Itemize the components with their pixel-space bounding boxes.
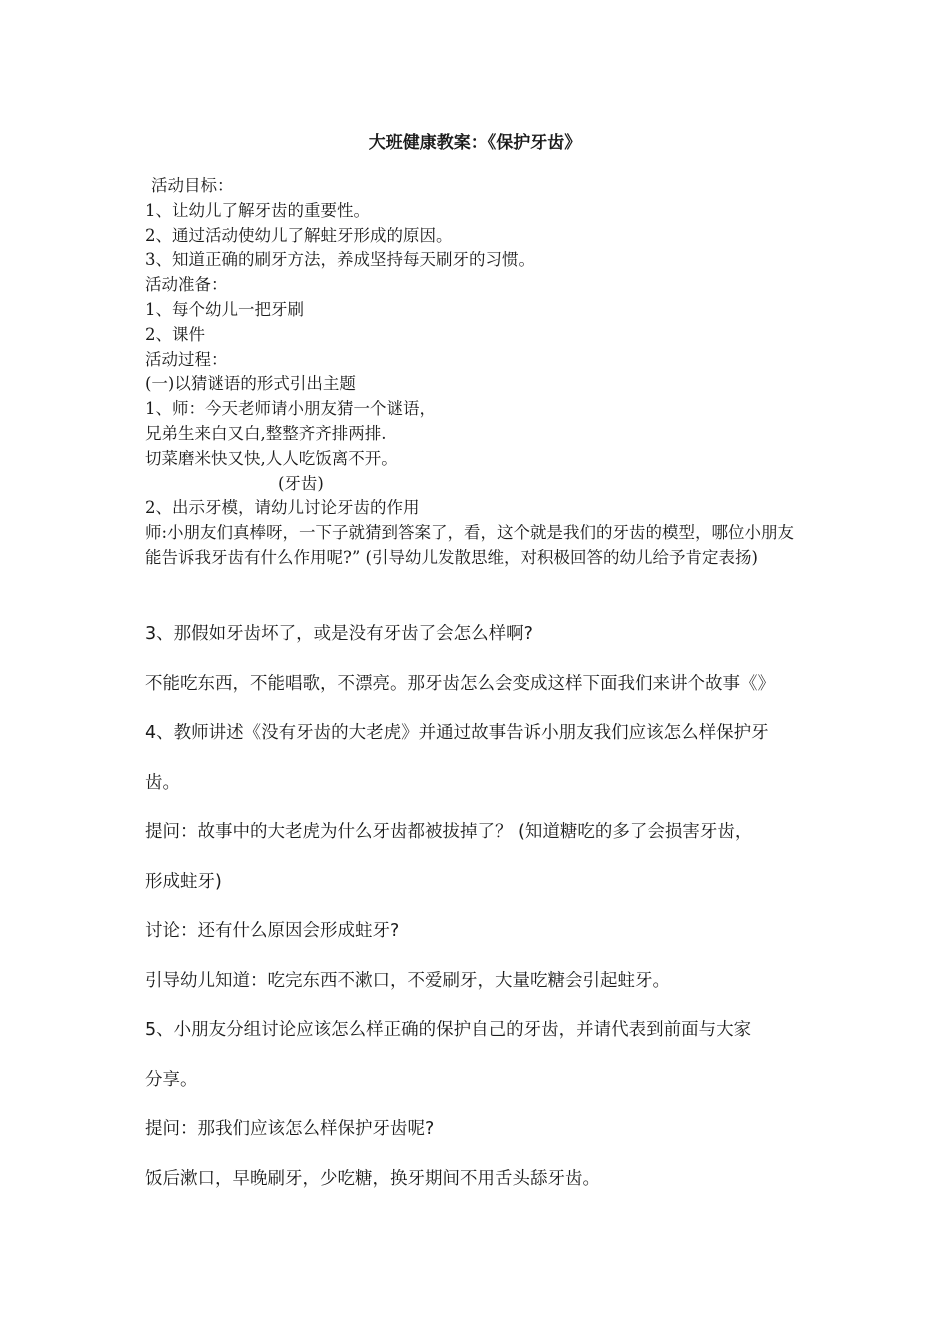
goal-item-1: 1、让幼儿了解牙齿的重要性。 [145, 200, 370, 220]
process-line: 分享。 [145, 1069, 198, 1090]
question-line: 提问：故事中的大老虎为什么牙齿都被拔掉了？ (知道糖吃的多了会损害牙齿， [145, 822, 753, 842]
activity-process-heading: 活动过程： [145, 349, 228, 369]
process-line: 5、小朋友分组讨论应该怎么样正确的保护自己的牙齿，并请代表到前面与大家 [145, 1020, 752, 1040]
process-line: 1、师：今天老师请小朋友猜一个谜语， [145, 399, 436, 419]
activity-goals-heading: 活动目标： [151, 176, 234, 195]
question-line: 提问：那我们应该怎么样保护牙齿呢? [145, 1119, 435, 1139]
teacher-dialogue-paragraph: 师:小朋友们真棒呀，一下子就猜到答案了，看，这个就是我们的牙齿的模型，哪位小朋友能告诉我牙齿有什么作用呢?” (引导幼儿发散思维，对积极回答的幼儿给予肯定表扬) [145, 523, 795, 567]
process-line: 不能吃东西，不能唱歌，不漂亮。那牙齿怎么会变成这样下面我们来讲个故事《》 [145, 673, 775, 694]
riddle-line-2: 切菜磨米快又快,人人吃饭离不开。 [145, 448, 398, 468]
discussion-line: 讨论：还有什么原因会形成蛀牙? [145, 921, 400, 941]
answer-line: 饭后漱口，早晚刷牙，少吃糖，换牙期间不用舌头舔牙齿。 [145, 1168, 600, 1189]
lesson-plan-lower-section [145, 610, 815, 1204]
goal-item-2: 2、通过活动使幼儿了解蛀牙形成的原因。 [145, 225, 453, 245]
prep-item-2: 2、课件 [145, 324, 205, 344]
process-line: 4、教师讲述《没有牙齿的大老虎》并通过故事告诉小朋友我们应该怎么样保护牙 [145, 723, 769, 743]
riddle-line-1: 兄弟生来白又白,整整齐齐排两排. [145, 423, 387, 443]
prep-item-1: 1、每个幼儿一把牙刷 [145, 299, 304, 319]
goal-item-3: 3、知道正确的刷牙方法，养成坚持每天刷牙的习惯。 [145, 250, 535, 270]
question-line: 形成蛀牙) [145, 871, 222, 892]
process-step-heading-1: (一)以猜谜语的形式引出主题 [145, 374, 356, 394]
document-title: 大班健康教案：《保护牙齿》 [368, 133, 582, 153]
guidance-line: 引导幼儿知道：吃完东西不漱口，不爱刷牙，大量吃糖会引起蛀牙。 [145, 970, 670, 991]
activity-prep-heading: 活动准备： [145, 275, 228, 295]
lesson-plan-upper-section [145, 174, 810, 571]
process-line: 2、出示牙模，请幼儿讨论牙齿的作用 [145, 498, 420, 518]
process-line: 3、那假如牙齿坏了，或是没有牙齿了会怎么样啊? [145, 624, 533, 644]
process-line: 齿。 [145, 772, 180, 793]
riddle-answer: (牙齿) [278, 473, 324, 493]
